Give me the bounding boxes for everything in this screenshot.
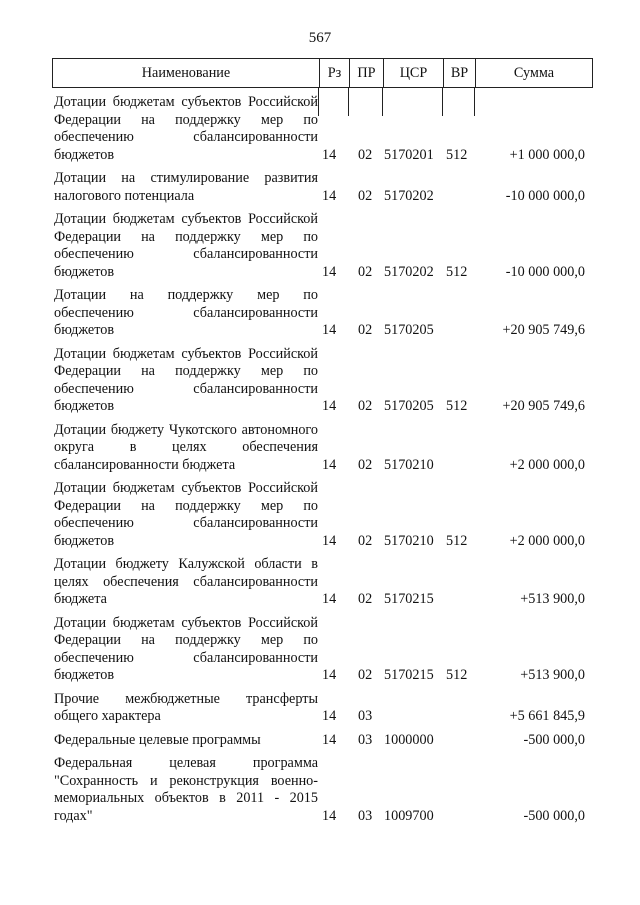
table-row xyxy=(52,170,593,205)
row-rz: 14 xyxy=(322,322,337,338)
row-vr: 512 xyxy=(446,667,468,683)
row-values xyxy=(52,533,593,551)
row-name: Дотации бюджетам субъектов Российской Федерации на поддержку мер по обеспечению сбалансированности бюджетов xyxy=(54,94,318,163)
row-sum: +2 000 000,0 xyxy=(509,532,585,549)
table-row xyxy=(52,211,593,281)
row-rz: 14 xyxy=(322,532,337,549)
row-rz: 14 xyxy=(322,667,337,683)
row-csr: 5170201 xyxy=(384,146,434,163)
row-rz: 14 xyxy=(322,263,337,280)
row-values xyxy=(52,147,593,165)
page-number: 567 xyxy=(308,30,332,46)
row-name: Дотации бюджету Чукотского автономного округа в целях обеспечения сбалансированности бюджета xyxy=(54,421,318,473)
row-name: Федеральные целевые программы xyxy=(54,731,261,748)
row-csr: 5170202 xyxy=(384,187,434,204)
row-vr: 512 xyxy=(446,532,468,549)
row-name: Дотации бюджету Калужской области в целях обеспечения сбалансированности бюджета xyxy=(54,556,318,607)
row-name: Дотации бюджетам субъектов Российской Федерации на поддержку мер по обеспечению сбалансированности бюджетов xyxy=(54,345,318,414)
header-pr: ПР xyxy=(349,59,383,87)
row-rz: 14 xyxy=(322,731,337,748)
row-name: Дотации на стимулирование развития налогового потенциала xyxy=(54,170,318,204)
header-sum: Сумма xyxy=(475,59,592,87)
row-name: Дотации бюджетам субъектов Российской Федерации на поддержку мер по обеспечению сбалансированности бюджетов xyxy=(54,614,318,683)
table-header xyxy=(52,58,593,88)
row-sum: -10 000 000,0 xyxy=(505,263,585,280)
row-csr: 5170202 xyxy=(384,263,434,280)
row-name: Дотации бюджетам субъектов Российской Федерации на поддержку мер по обеспечению сбалансированности бюджетов xyxy=(54,211,318,280)
table-row xyxy=(52,732,593,750)
row-pr: 03 xyxy=(358,708,373,724)
row-name: Прочие межбюджетные трансферты общего характера xyxy=(54,690,318,724)
row-rz: 14 xyxy=(322,187,337,204)
header-vr: ВР xyxy=(443,59,475,87)
table-row xyxy=(52,346,593,416)
row-csr: 5170205 xyxy=(384,398,434,414)
row-rz: 14 xyxy=(322,708,337,724)
row-vr: 512 xyxy=(446,263,468,280)
row-values xyxy=(52,457,593,475)
row-values xyxy=(52,667,593,685)
table-row xyxy=(52,94,593,164)
row-pr: 03 xyxy=(358,807,373,824)
table-row xyxy=(52,422,593,475)
row-sum: +20 905 749,6 xyxy=(502,398,585,414)
row-sum: +513 900,0 xyxy=(520,667,585,683)
row-pr: 02 xyxy=(358,322,373,338)
row-rz: 14 xyxy=(322,146,337,163)
row-sum: +20 905 749,6 xyxy=(502,322,585,338)
row-sum: -500 000,0 xyxy=(523,807,585,824)
row-rz: 14 xyxy=(322,591,337,607)
row-csr: 5170210 xyxy=(384,456,434,473)
row-values xyxy=(52,398,593,416)
row-rz: 14 xyxy=(322,398,337,414)
row-pr: 02 xyxy=(358,456,373,473)
row-sum: +5 661 845,9 xyxy=(509,708,585,724)
header-csr: ЦСР xyxy=(383,59,443,87)
table-row xyxy=(52,287,593,340)
header-name: Наименование xyxy=(141,65,231,81)
row-values xyxy=(52,732,593,750)
row-values xyxy=(52,264,593,282)
row-pr: 02 xyxy=(358,146,373,163)
row-pr: 02 xyxy=(358,532,373,549)
row-csr: 5170215 xyxy=(384,667,434,683)
row-pr: 03 xyxy=(358,731,373,748)
row-values xyxy=(52,808,593,826)
row-sum: -500 000,0 xyxy=(523,731,585,748)
row-csr: 1009700 xyxy=(384,807,434,824)
row-name: Дотации на поддержку мер по обеспечению сбалансированности бюджетов xyxy=(54,287,318,338)
row-sum: +513 900,0 xyxy=(520,591,585,607)
table-row xyxy=(52,480,593,550)
row-values xyxy=(52,708,593,726)
row-pr: 02 xyxy=(358,591,373,607)
row-sum: -10 000 000,0 xyxy=(505,187,585,204)
row-values xyxy=(52,591,593,609)
row-values xyxy=(52,322,593,340)
row-pr: 02 xyxy=(358,398,373,414)
row-rz: 14 xyxy=(322,456,337,473)
table-row xyxy=(52,556,593,609)
header-rz: Рз xyxy=(319,59,349,87)
row-sum: +1 000 000,0 xyxy=(509,146,585,163)
row-pr: 02 xyxy=(358,187,373,204)
row-csr: 5170205 xyxy=(384,322,434,338)
row-rz: 14 xyxy=(322,807,337,824)
row-vr: 512 xyxy=(446,146,468,163)
table-row xyxy=(52,691,593,726)
table-body xyxy=(52,88,593,825)
row-pr: 02 xyxy=(358,667,373,683)
row-pr: 02 xyxy=(358,263,373,280)
budget-table xyxy=(52,58,593,824)
row-name: Дотации бюджетам субъектов Российской Федерации на поддержку мер по обеспечению сбалансированности бюджетов xyxy=(54,480,318,549)
row-csr: 5170215 xyxy=(384,591,434,607)
row-csr: 1000000 xyxy=(384,731,434,748)
table-row xyxy=(52,755,593,825)
row-vr: 512 xyxy=(446,398,468,414)
row-csr: 5170210 xyxy=(384,532,434,549)
row-sum: +2 000 000,0 xyxy=(509,456,585,473)
table-row xyxy=(52,615,593,685)
row-values xyxy=(52,188,593,206)
row-name: Федеральная целевая программа "Сохранность и реконструкция военно-мемориальных объектов в 2011 - 2015 годах" xyxy=(54,755,318,824)
